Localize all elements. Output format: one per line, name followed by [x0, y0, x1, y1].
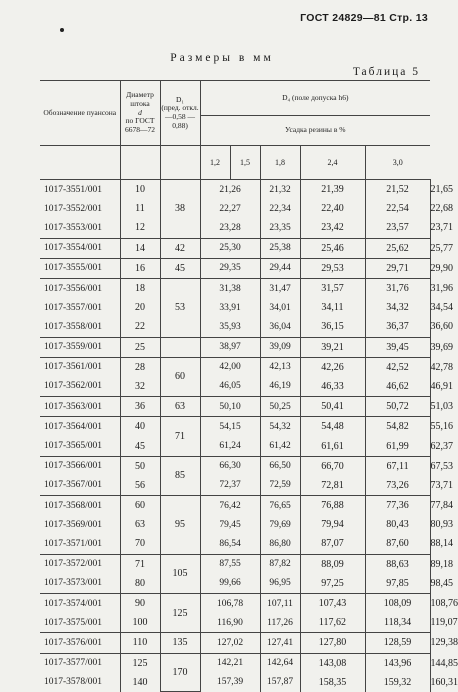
row-D4-value: 33,91: [200, 298, 260, 317]
row-D4-value: 31,47: [260, 278, 300, 298]
row-stem-diameter: 45: [120, 436, 160, 456]
row-stem-diameter: 28: [120, 357, 160, 377]
row-designation: 1017-3567/001: [44, 480, 103, 491]
row-D4-value: 46,33: [300, 377, 365, 397]
row-designation: 1017-3561/001: [40, 357, 120, 377]
row-D4-value: 23,28: [200, 218, 260, 238]
row-D4-value: 66,70: [300, 456, 365, 476]
row-stem-diameter: 16: [120, 258, 160, 278]
row-designation: 1017-3557/001: [44, 302, 103, 313]
row-D4-value: 50,41: [300, 397, 365, 417]
col-shrink-value: 2,4: [300, 146, 365, 180]
row-D4-value: 34,32: [365, 298, 430, 317]
col-shrink-value: 1,5: [230, 146, 260, 180]
row-D4-value: 61,24: [200, 436, 260, 456]
row-D4-value: 21,39: [300, 180, 365, 200]
table-row: 1017-3564/001 40 71 54,15 54,32 54,48 54,82 55,16: [40, 417, 430, 437]
col-d-bottom: по ГОСТ 6678—72: [125, 116, 155, 134]
row-D4-value: 21,52: [365, 180, 430, 200]
row-D1: [160, 337, 200, 357]
row-D4-value: 25,30: [200, 238, 260, 258]
row-D4-value: 87,60: [365, 534, 430, 554]
row-D4-value: 107,11: [260, 593, 300, 613]
row-stem-diameter: 140: [120, 673, 160, 692]
row-D1: 71: [160, 417, 200, 456]
table-title: Размеры в мм: [170, 52, 274, 64]
row-D1: 125: [160, 593, 200, 632]
row-D4-value: 97,85: [365, 574, 430, 594]
row-stem-diameter: 14: [120, 238, 160, 258]
row-D4-value: 118,34: [365, 613, 430, 633]
row-stem-diameter: 100: [120, 613, 160, 633]
row-D4-value: 117,26: [260, 613, 300, 633]
row-D4-value: 108,09: [365, 593, 430, 613]
row-D1: 105: [160, 554, 200, 593]
table-row: 1017-3557/001 20 33,91 34,01 34,11 34,32 34,54: [40, 298, 430, 317]
col-d: [120, 81, 160, 146]
table-row: 1017-3573/001 80 99,66 96,95 97,25 97,85 98,45: [40, 574, 430, 594]
row-D4-value: 73,26: [365, 476, 430, 496]
col-D4: D₄ (поле допуска h6): [200, 81, 430, 116]
row-stem-diameter: 32: [120, 377, 160, 397]
row-D4-value: 21,32: [260, 180, 300, 200]
row-D4-value: 61,42: [260, 436, 300, 456]
row-D4-value: 22,54: [365, 199, 430, 218]
row-D4-value: 80,43: [365, 515, 430, 534]
row-D4-value: 66,30: [200, 456, 260, 476]
row-D1: 63: [160, 397, 200, 417]
table-row: 1017-3563/001 36 63 50,10 50,25 50,41 50,72 51,03: [40, 397, 430, 417]
row-designation: 1017-3552/001: [44, 203, 103, 214]
row-stem-diameter: 36: [120, 397, 160, 417]
row-D1: 170: [160, 653, 200, 692]
row-D1: 42: [160, 238, 200, 258]
row-designation: 1017-3558/001: [44, 321, 103, 332]
row-designation: 1017-3553/001: [44, 222, 103, 233]
row-stem-diameter: 18: [120, 278, 160, 298]
row-D1: 85: [160, 456, 200, 495]
row-D4-value: 25,62: [365, 238, 430, 258]
row-D4-value: 36,04: [260, 317, 300, 337]
row-D4-value: 77,36: [365, 496, 430, 516]
row-D4-value: 31,76: [365, 278, 430, 298]
row-D4-value: 35,93: [200, 317, 260, 337]
table-row: 1017-3554/001 14 42 25,30 25,38 25,46 25,62 25,77: [40, 238, 430, 258]
col-shrink-value: 1,8: [260, 146, 300, 180]
row-D4-value: 76,42: [200, 496, 260, 516]
row-D4-value: 157,87: [260, 673, 300, 692]
row-designation: 1017-3573/001: [44, 578, 103, 589]
table-row: 1017-3577/001 125 170 142,21 142,64 143,08 143,96 144,85: [40, 653, 430, 673]
row-D4-value: 29,53: [300, 258, 365, 278]
row-designation: 1017-3572/001: [40, 554, 120, 574]
row-D4-value: 61,99: [365, 436, 430, 456]
row-D4-value: 159,32: [365, 673, 430, 692]
col-D1-label: D₁: [175, 94, 185, 104]
row-D4-value: 86,54: [200, 534, 260, 554]
row-D4-value: 142,64: [260, 653, 300, 673]
row-stem-diameter: 60: [120, 496, 160, 516]
row-D4-value: 87,07: [300, 534, 365, 554]
row-D1: 95: [160, 496, 200, 555]
row-D4-value: 79,45: [200, 515, 260, 534]
row-D4-value: 87,55: [200, 554, 260, 574]
row-D4-value: 72,81: [300, 476, 365, 496]
row-stem-diameter: 110: [120, 633, 160, 653]
row-stem-diameter: 11: [120, 199, 160, 218]
row-designation: 1017-3574/001: [40, 593, 120, 613]
row-D4-value: 22,40: [300, 199, 365, 218]
row-D4-value: 54,32: [260, 417, 300, 437]
row-designation: 1017-3563/001: [40, 397, 120, 417]
table-row: 1017-3578/001 140 157,39 157,87 158,35 159,32 160,31: [40, 673, 430, 692]
row-designation: 1017-3571/001: [44, 538, 103, 549]
row-D4-value: 117,62: [300, 613, 365, 633]
row-designation: 1017-3556/001: [40, 278, 120, 298]
row-D4-value: 88,63: [365, 554, 430, 574]
row-D4-value: 116,90: [200, 613, 260, 633]
row-designation: 1017-3562/001: [44, 381, 103, 392]
row-D4-value: 61,61: [300, 436, 365, 456]
row-D4-value: 42,26: [300, 357, 365, 377]
row-D4-value: 42,52: [365, 357, 430, 377]
row-D4-value: 34,11: [300, 298, 365, 317]
row-designation: 1017-3565/001: [44, 441, 103, 452]
row-D4-value: 21,26: [200, 180, 260, 200]
row-D4-value: 23,57: [365, 218, 430, 238]
table-row: 1017-3571/001 70 86,54 86,80 87,07 87,60 88,14: [40, 534, 430, 554]
row-D4-value: 29,44: [260, 258, 300, 278]
row-D4-value: 39,21: [300, 337, 365, 357]
row-D4-value: 54,15: [200, 417, 260, 437]
table-row: 1017-3552/001 11 22,27 22,34 22,40 22,54 22,68: [40, 199, 430, 218]
row-D4-value: 22,34: [260, 199, 300, 218]
row-D4-value: 106,78: [200, 593, 260, 613]
col-shrink-value: 3,0: [365, 146, 430, 180]
row-stem-diameter: 90: [120, 593, 160, 613]
col-shrink-value: 1,2: [200, 146, 230, 180]
table-row: 1017-3576/001 110 135 127,02 127,41 127,80 128,59 129,38: [40, 633, 430, 653]
row-designation: 1017-3566/001: [40, 456, 120, 476]
table-row: 1017-3565/001 45 61,24 61,42 61,61 61,99 62,37: [40, 436, 430, 456]
row-D1: 38: [160, 180, 200, 239]
table-row: 1017-3569/001 63 79,45 79,69 79,94 80,43 80,93: [40, 515, 430, 534]
row-stem-diameter: 20: [120, 298, 160, 317]
row-stem-diameter: 40: [120, 417, 160, 437]
row-D4-value: 42,13: [260, 357, 300, 377]
table-row: 1017-3574/001 90 125 106,78 107,11 107,43 108,09 108,76: [40, 593, 430, 613]
table-row: 1017-3572/001 71 105 87,55 87,82 88,09 88,63 89,18: [40, 554, 430, 574]
table-row: 1017-3559/001 25 38,97 39,09 39,21 39,45 39,69: [40, 337, 430, 357]
row-D1: 45: [160, 258, 200, 278]
row-designation: 1017-3578/001: [44, 677, 103, 688]
row-D4-value: 46,19: [260, 377, 300, 397]
row-D4-value: 107,43: [300, 593, 365, 613]
col-D1-note: (пред. откл. —0,58 —0,88): [161, 103, 199, 130]
row-D4-value: 34,01: [260, 298, 300, 317]
row-D4-value: 79,69: [260, 515, 300, 534]
table-row: 1017-3566/001 50 85 66,30 66,50 66,70 67,11 67,53: [40, 456, 430, 476]
row-D4-value: 50,10: [200, 397, 260, 417]
row-designation: 1017-3575/001: [44, 617, 103, 628]
row-designation: 1017-3577/001: [40, 653, 120, 673]
row-designation: 1017-3568/001: [40, 496, 120, 516]
row-D1: 60: [160, 357, 200, 396]
row-D4-value: 127,80: [300, 633, 365, 653]
col-designation: Обозначение пуансона: [40, 81, 120, 146]
row-D4-value: 29,71: [365, 258, 430, 278]
row-D4-value: 76,65: [260, 496, 300, 516]
row-D4-value: 54,48: [300, 417, 365, 437]
row-D4-value: 67,11: [365, 456, 430, 476]
row-D4-value: 23,42: [300, 218, 365, 238]
row-designation: 1017-3551/001: [44, 184, 103, 195]
row-D4-value: 39,45: [365, 337, 430, 357]
col-d-symbol: d: [138, 107, 142, 117]
row-D4-value: 29,35: [200, 258, 260, 278]
row-designation: 1017-3559/001: [40, 337, 120, 357]
row-stem-diameter: 50: [120, 456, 160, 476]
table-row: 1017-3562/001 32 46,05 46,19 46,33 46,62 46,91: [40, 377, 430, 397]
row-D4-value: 128,59: [365, 633, 430, 653]
row-D4-value: 97,25: [300, 574, 365, 594]
row-D4-value: 127,41: [260, 633, 300, 653]
row-D4-value: 127,02: [200, 633, 260, 653]
row-D4-value: 50,72: [365, 397, 430, 417]
row-stem-diameter: 25: [120, 337, 160, 357]
table-row: 1017-3561/001 28 60 42,00 42,13 42,26 42,52 42,78: [40, 357, 430, 377]
row-D4-value: 72,59: [260, 476, 300, 496]
row-designation: 1017-3564/001: [40, 417, 120, 437]
table-number: Таблица 5: [352, 66, 420, 78]
row-D4-value: 23,35: [260, 218, 300, 238]
row-D4-value: 143,08: [300, 653, 365, 673]
row-stem-diameter: 70: [120, 534, 160, 554]
row-D4-value: 31,38: [200, 278, 260, 298]
row-D4-value: 96,95: [260, 574, 300, 594]
row-stem-diameter: 56: [120, 476, 160, 496]
row-D4-value: 88,09: [300, 554, 365, 574]
row-D4-value: 31,57: [300, 278, 365, 298]
row-D4-value: 87,82: [260, 554, 300, 574]
row-D4-value: 66,50: [260, 456, 300, 476]
row-D1: 135: [160, 633, 200, 653]
col-shrink: Усадка резины в %: [200, 115, 430, 145]
row-D4-value: 25,38: [260, 238, 300, 258]
table-row: 1017-3568/001 60 95 76,42 76,65 76,88 77,36 77,84: [40, 496, 430, 516]
col-d-top: Диаметр штока: [126, 90, 154, 109]
table-row: 1017-3551/001 10 38 21,26 21,32 21,39 21,52 21,65: [40, 180, 430, 200]
row-stem-diameter: 80: [120, 574, 160, 594]
table-row: 1017-3555/001 16 45 29,35 29,44 29,53 29,71 29,90: [40, 258, 430, 278]
row-D4-value: 143,96: [365, 653, 430, 673]
table-row: 1017-3553/001 12 23,28 23,35 23,42 23,57 23,71: [40, 218, 430, 238]
row-D4-value: 79,94: [300, 515, 365, 534]
table-row: 1017-3575/001 100 116,90 117,26 117,62 118,34 119,07: [40, 613, 430, 633]
row-D4-value: 158,35: [300, 673, 365, 692]
row-D4-value: 38,97: [200, 337, 260, 357]
row-D4-value: 39,09: [260, 337, 300, 357]
row-D4-value: 76,88: [300, 496, 365, 516]
row-D4-value: 157,39: [200, 673, 260, 692]
row-stem-diameter: 71: [120, 554, 160, 574]
row-stem-diameter: 63: [120, 515, 160, 534]
row-D1: 53: [160, 278, 200, 337]
row-stem-diameter: 125: [120, 653, 160, 673]
table-row: 1017-3558/001 22 35,93 36,04 36,15 36,37 36,60: [40, 317, 430, 337]
row-D4-value: 50,25: [260, 397, 300, 417]
row-D4-value: 54,82: [365, 417, 430, 437]
table-row: 1017-3567/001 56 72,37 72,59 72,81 73,26 73,71: [40, 476, 430, 496]
col-D1: [160, 81, 200, 146]
row-stem-diameter: 10: [120, 180, 160, 200]
row-designation: 1017-3569/001: [44, 519, 103, 530]
row-D4-value: 72,37: [200, 476, 260, 496]
row-D4-value: 46,05: [200, 377, 260, 397]
page-header: ГОСТ 24829—81 Стр. 13: [300, 12, 428, 24]
table-row: 1017-3556/001 18 53 31,38 31,47 31,57 31,76 31,96: [40, 278, 430, 298]
row-D4-value: 99,66: [200, 574, 260, 594]
row-D4-value: 142,21: [200, 653, 260, 673]
row-D4-value: 42,00: [200, 357, 260, 377]
dimensions-table: [40, 80, 458, 692]
row-D4-value: 22,27: [200, 199, 260, 218]
row-D4-value: 46,62: [365, 377, 430, 397]
row-D4-value: 36,15: [300, 317, 365, 337]
row-D4-value: 25,46: [300, 238, 365, 258]
row-designation: 1017-3576/001: [40, 633, 120, 653]
row-stem-diameter: 12: [120, 218, 160, 238]
row-D4-value: 36,37: [365, 317, 430, 337]
row-designation: 1017-3554/001: [40, 238, 120, 258]
ink-dot: [60, 28, 64, 32]
row-stem-diameter: 22: [120, 317, 160, 337]
row-designation: 1017-3555/001: [40, 258, 120, 278]
row-D4-value: 86,80: [260, 534, 300, 554]
